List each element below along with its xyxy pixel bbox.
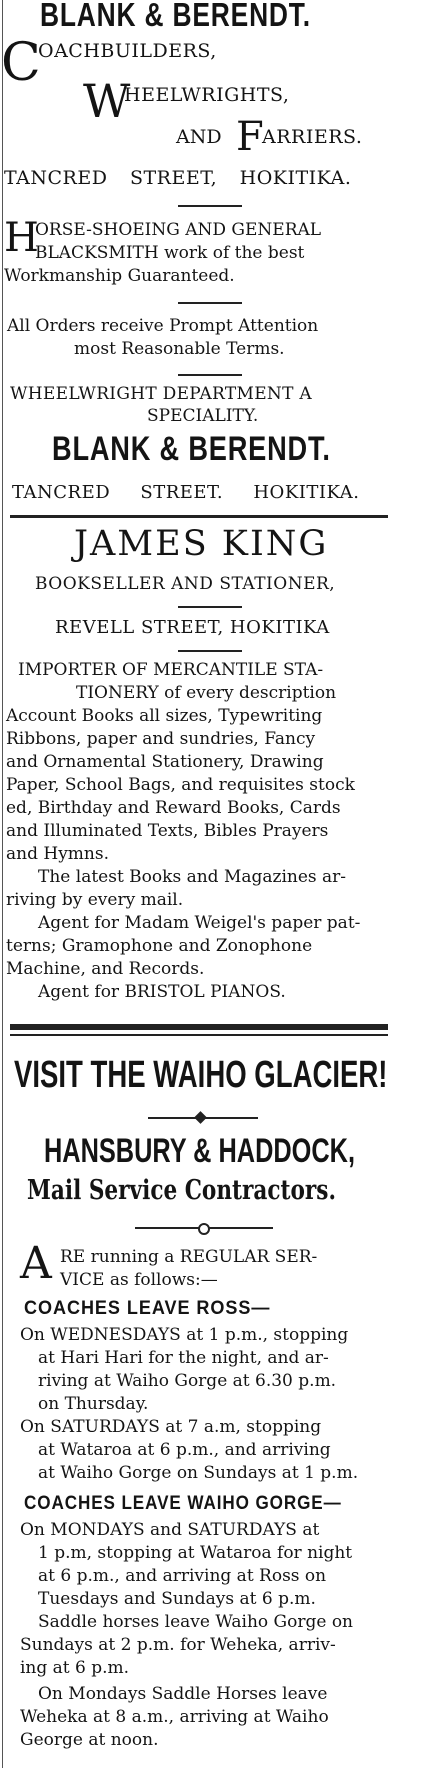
trade-wheelwrights: HEELWRIGHTS, bbox=[124, 84, 290, 106]
schedule-line: On WEDNESDAYS at 1 p.m., stopping bbox=[20, 1325, 349, 1345]
body-line: and Ornamental Stationery, Drawing bbox=[6, 752, 324, 772]
schedule-line: on Thursday. bbox=[38, 1394, 149, 1414]
short-rule bbox=[178, 205, 242, 207]
schedule-line: Saddle horses leave Waiho Gorge on bbox=[38, 1612, 353, 1632]
body-line: and Illuminated Texts, Bibles Prayers bbox=[6, 821, 329, 841]
schedule-line: Tuesdays and Sundays at 6 p.m. bbox=[38, 1589, 316, 1609]
drop-initial-a: A bbox=[20, 1238, 52, 1289]
short-rule bbox=[178, 302, 242, 304]
body-line: Account Books all sizes, Typewriting bbox=[6, 706, 323, 726]
body-line: Ribbons, paper and sundries, Fancy bbox=[6, 729, 316, 749]
section-divider-thin bbox=[10, 1034, 388, 1036]
schedule-line: On Mondays Saddle Horses leave bbox=[38, 1684, 328, 1704]
body-line: terns; Gramophone and Zonophone bbox=[6, 936, 313, 956]
advert-firm-name-repeat: BLANK & BERENDT. bbox=[52, 430, 331, 468]
drop-initial-h: H bbox=[4, 215, 39, 261]
section-divider-thick bbox=[10, 1024, 388, 1030]
body-line: TIONERY of every description bbox=[76, 683, 337, 703]
body-line: ed, Birthday and Reward Books, Cards bbox=[6, 798, 341, 818]
body-line: Machine, and Records. bbox=[6, 959, 205, 979]
schedule-line: George at noon. bbox=[20, 1730, 159, 1750]
drop-initial-f: F bbox=[236, 114, 264, 160]
trade-farriers: ARRIERS. bbox=[262, 126, 363, 148]
circle-ornament bbox=[198, 1223, 210, 1235]
short-rule bbox=[178, 606, 242, 608]
schedule-line: riving at Waiho Gorge at 6.30 p.m. bbox=[38, 1371, 337, 1391]
section-divider bbox=[10, 515, 388, 518]
wheelwright-line-2: SPECIALITY. bbox=[147, 406, 259, 426]
orders-line-1: All Orders receive Prompt Attention bbox=[7, 316, 319, 336]
advert-address-repeat: TANCRED STREET. HOKITIKA. bbox=[12, 482, 360, 503]
schedule-line: Sundays at 2 p.m. for Weheka, arriv- bbox=[20, 1635, 336, 1655]
service-line-2: BLACKSMITH work of the best bbox=[35, 243, 305, 263]
intro-line-1: RE running a REGULAR SER- bbox=[60, 1247, 318, 1267]
body-line: The latest Books and Magazines ar- bbox=[38, 867, 347, 887]
advert-address: TANCRED STREET, HOKITIKA. bbox=[4, 167, 352, 189]
drop-initial-w: W bbox=[83, 74, 131, 128]
schedule-line: On MONDAYS and SATURDAYS at bbox=[20, 1520, 320, 1540]
advert-trade: BOOKSELLER AND STATIONER, bbox=[35, 574, 336, 594]
body-line: IMPORTER OF MERCANTILE STA- bbox=[18, 660, 324, 680]
short-rule bbox=[178, 374, 242, 376]
schedule-line: at Waiho Gorge on Sundays at 1 p.m. bbox=[38, 1463, 359, 1483]
service-line-3: Workmanship Guaranteed. bbox=[4, 266, 235, 286]
schedule-line: at 6 p.m., and arriving at Ross on bbox=[38, 1566, 327, 1586]
trade-and: AND bbox=[176, 126, 222, 148]
advert-address: REVELL STREET, HOKITIKA bbox=[55, 617, 330, 638]
ross-departure-heading: COACHES LEAVE ROSS— bbox=[24, 1298, 271, 1319]
schedule-line: at Hari Hari for the night, and ar- bbox=[38, 1348, 329, 1368]
glacier-headline: VISIT THE WAIHO GLACIER! bbox=[14, 1054, 388, 1096]
trade-coachbuilders: OACHBUILDERS, bbox=[38, 40, 217, 62]
diamond-ornament bbox=[194, 1111, 207, 1124]
advert-firm-name: BLANK & BERENDT. bbox=[40, 0, 311, 33]
waiho-departure-heading: COACHES LEAVE WAIHO GORGE— bbox=[24, 1493, 342, 1514]
advert-firm-name: HANSBURY & HADDOCK, bbox=[44, 1132, 356, 1170]
schedule-line: ing at 6 p.m. bbox=[20, 1658, 130, 1678]
intro-line-2: VICE as follows:— bbox=[60, 1270, 218, 1290]
orders-line-2: most Reasonable Terms. bbox=[74, 339, 285, 359]
advert-firm-name: JAMES KING bbox=[74, 524, 329, 564]
service-line-1: ORSE-SHOEING AND GENERAL bbox=[35, 220, 322, 240]
body-line: Paper, School Bags, and requisites stock bbox=[6, 775, 355, 795]
schedule-line: 1 p.m, stopping at Wataroa for night bbox=[38, 1543, 353, 1563]
advert-subtitle: Mail Service Contractors. bbox=[27, 1175, 336, 1206]
body-line: Agent for BRISTOL PIANOS. bbox=[38, 982, 286, 1002]
drop-initial-c: C bbox=[1, 33, 41, 93]
body-line: riving by every mail. bbox=[6, 890, 184, 910]
body-line: and Hymns. bbox=[6, 844, 109, 864]
schedule-line: at Wataroa at 6 p.m., and arriving bbox=[38, 1440, 331, 1460]
ornament-divider bbox=[148, 1112, 258, 1124]
body-line: Agent for Madam Weigel's paper pat- bbox=[38, 913, 361, 933]
ornament-divider bbox=[135, 1222, 273, 1234]
column-edge-line bbox=[2, 0, 3, 1768]
wheelwright-line-1: WHEELWRIGHT DEPARTMENT A bbox=[10, 384, 313, 404]
short-rule bbox=[178, 650, 242, 652]
schedule-line: Weheka at 8 a.m., arriving at Waiho bbox=[20, 1707, 329, 1727]
schedule-line: On SATURDAYS at 7 a.m, stopping bbox=[20, 1417, 322, 1437]
